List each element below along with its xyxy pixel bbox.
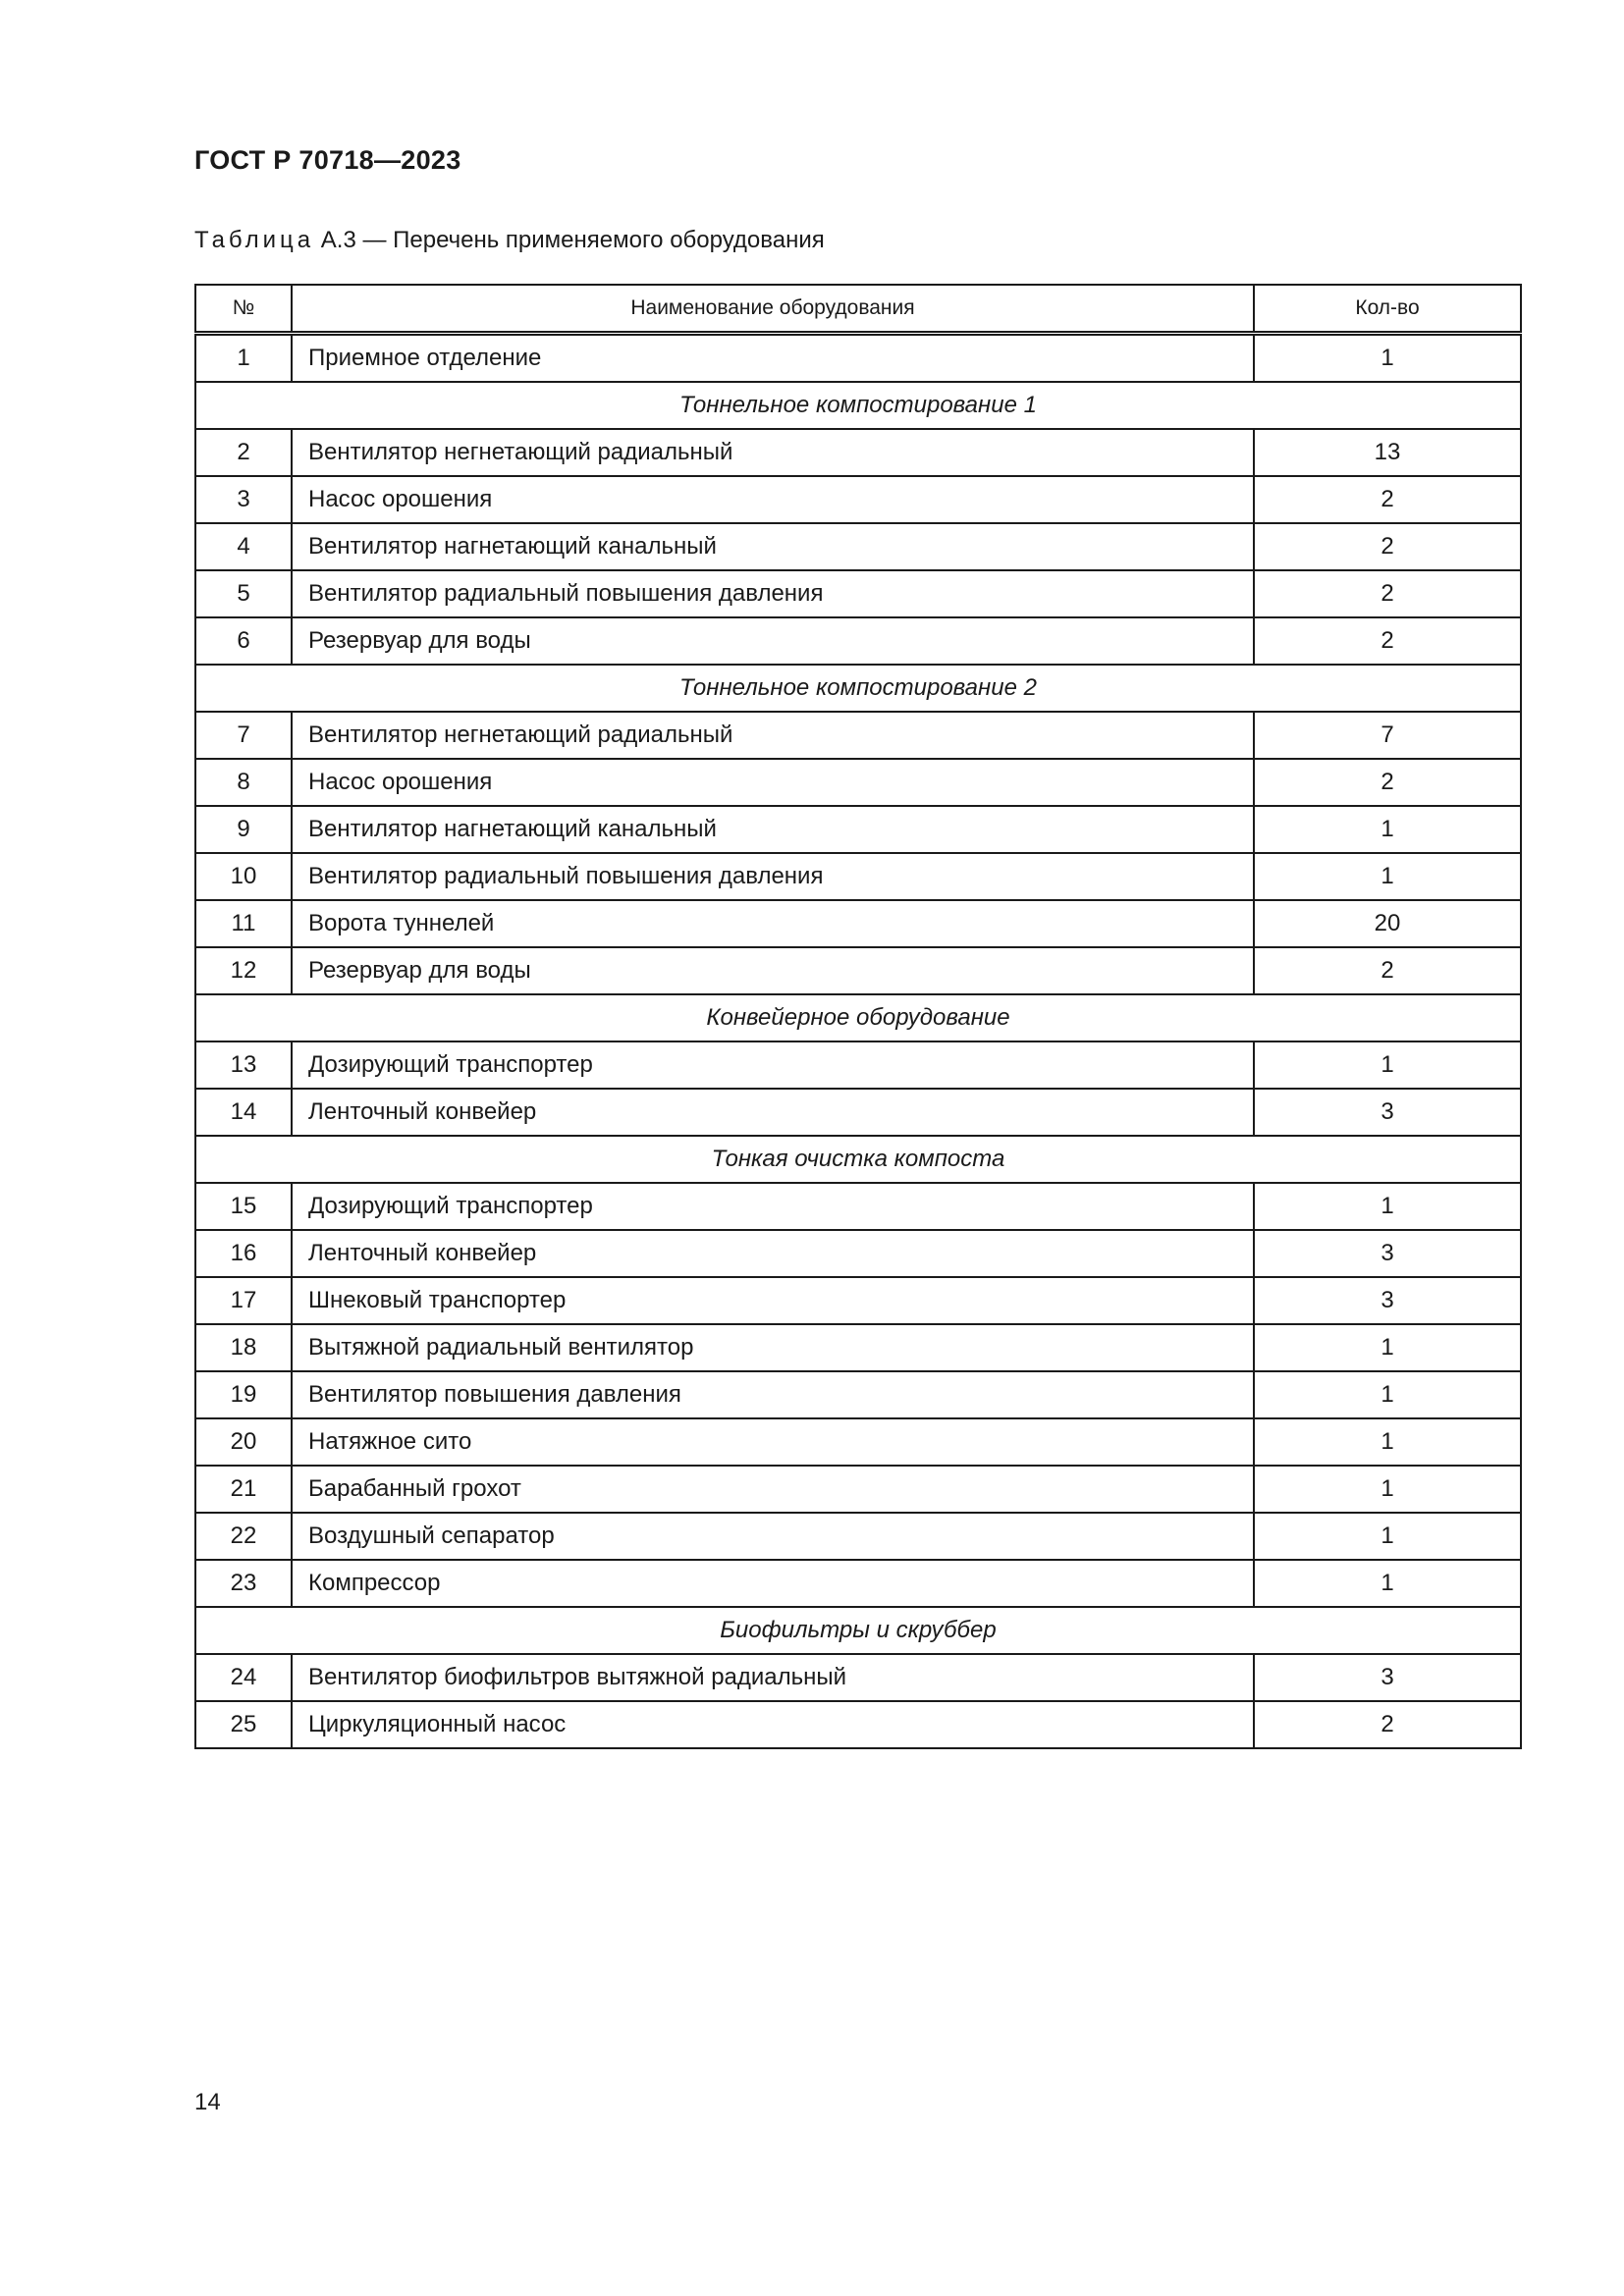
equipment-name-cell: Вентилятор радиальный повышения давления	[292, 570, 1254, 617]
quantity-cell: 3	[1254, 1230, 1521, 1277]
quantity-cell: 20	[1254, 900, 1521, 947]
equipment-name-cell: Вентилятор нагнетающий канальный	[292, 806, 1254, 853]
equipment-name-cell: Ленточный конвейер	[292, 1089, 1254, 1136]
equipment-name-cell: Вентилятор радиальный повышения давления	[292, 853, 1254, 900]
row-number-cell: 19	[195, 1371, 292, 1418]
equipment-name-cell: Вытяжной радиальный вентилятор	[292, 1324, 1254, 1371]
quantity-cell: 1	[1254, 806, 1521, 853]
quantity-cell: 2	[1254, 1701, 1521, 1748]
row-number-cell: 15	[195, 1183, 292, 1230]
table-section-row	[195, 665, 1521, 712]
table-row	[195, 1277, 1521, 1324]
quantity-cell: 2	[1254, 947, 1521, 994]
column-header-quantity: Кол-во	[1254, 285, 1521, 334]
equipment-name-cell: Насос орошения	[292, 476, 1254, 523]
quantity-cell: 7	[1254, 712, 1521, 759]
equipment-name-cell: Резервуар для воды	[292, 617, 1254, 665]
equipment-name-cell: Ворота туннелей	[292, 900, 1254, 947]
table-row	[195, 1089, 1521, 1136]
row-number-cell: 9	[195, 806, 292, 853]
table-row	[195, 334, 1521, 383]
document-code: ГОСТ Р 70718—2023	[194, 145, 461, 175]
quantity-cell: 2	[1254, 617, 1521, 665]
row-number-cell: 13	[195, 1041, 292, 1089]
quantity-cell: 1	[1254, 1513, 1521, 1560]
table-row	[195, 1560, 1521, 1607]
row-number-cell: 24	[195, 1654, 292, 1701]
table-section-row	[195, 1136, 1521, 1183]
equipment-name-cell: Дозирующий транспортер	[292, 1041, 1254, 1089]
equipment-name-cell: Вентилятор нагнетающий канальный	[292, 523, 1254, 570]
row-number-cell: 4	[195, 523, 292, 570]
table-row	[195, 1230, 1521, 1277]
equipment-name-cell: Резервуар для воды	[292, 947, 1254, 994]
table-row	[195, 712, 1521, 759]
equipment-name-cell: Компрессор	[292, 1560, 1254, 1607]
row-number-cell: 16	[195, 1230, 292, 1277]
row-number-cell: 23	[195, 1560, 292, 1607]
table-row	[195, 1418, 1521, 1466]
quantity-cell: 2	[1254, 570, 1521, 617]
quantity-cell: 3	[1254, 1089, 1521, 1136]
table-row	[195, 1466, 1521, 1513]
equipment-name-cell: Вентилятор негнетающий радиальный	[292, 712, 1254, 759]
table-row	[195, 476, 1521, 523]
section-title: Тоннельное компостирование 2	[195, 665, 1521, 712]
row-number-cell: 8	[195, 759, 292, 806]
row-number-cell: 2	[195, 429, 292, 476]
section-title: Конвейерное оборудование	[195, 994, 1521, 1041]
table-caption-title: А.3 — Перечень применяемого оборудования	[314, 227, 825, 253]
quantity-cell: 2	[1254, 759, 1521, 806]
section-title: Тоннельное компостирование 1	[195, 382, 1521, 429]
quantity-cell: 1	[1254, 1418, 1521, 1466]
table-row	[195, 900, 1521, 947]
row-number-cell: 14	[195, 1089, 292, 1136]
table-row	[195, 1701, 1521, 1748]
quantity-cell: 1	[1254, 1371, 1521, 1418]
table-header-row	[195, 285, 1521, 334]
row-number-cell: 12	[195, 947, 292, 994]
equipment-name-cell: Натяжное сито	[292, 1418, 1254, 1466]
table-body	[195, 334, 1521, 1749]
page-number: 14	[194, 2089, 221, 2115]
table-row	[195, 1183, 1521, 1230]
table-row	[195, 617, 1521, 665]
row-number-cell: 21	[195, 1466, 292, 1513]
table-caption-prefix: Таблица	[194, 227, 315, 253]
section-title: Биофильтры и скруббер	[195, 1607, 1521, 1654]
quantity-cell: 2	[1254, 523, 1521, 570]
quantity-cell: 1	[1254, 1041, 1521, 1089]
equipment-name-cell: Ленточный конвейер	[292, 1230, 1254, 1277]
equipment-name-cell: Барабанный грохот	[292, 1466, 1254, 1513]
equipment-name-cell: Вентилятор негнетающий радиальный	[292, 429, 1254, 476]
table-section-row	[195, 994, 1521, 1041]
quantity-cell: 3	[1254, 1277, 1521, 1324]
quantity-cell: 2	[1254, 476, 1521, 523]
row-number-cell: 1	[195, 334, 292, 383]
row-number-cell: 3	[195, 476, 292, 523]
row-number-cell: 18	[195, 1324, 292, 1371]
quantity-cell: 1	[1254, 1560, 1521, 1607]
quantity-cell: 1	[1254, 1324, 1521, 1371]
row-number-cell: 10	[195, 853, 292, 900]
row-number-cell: 25	[195, 1701, 292, 1748]
equipment-name-cell: Вентилятор биофильтров вытяжной радиальный	[292, 1654, 1254, 1701]
row-number-cell: 5	[195, 570, 292, 617]
table-row	[195, 853, 1521, 900]
row-number-cell: 17	[195, 1277, 292, 1324]
column-header-name: Наименование оборудования	[292, 285, 1254, 334]
column-header-number: №	[195, 285, 292, 334]
quantity-cell: 1	[1254, 1183, 1521, 1230]
table-row	[195, 1371, 1521, 1418]
table-row	[195, 429, 1521, 476]
equipment-name-cell: Дозирующий транспортер	[292, 1183, 1254, 1230]
table-section-row	[195, 1607, 1521, 1654]
equipment-name-cell: Приемное отделение	[292, 334, 1254, 383]
table-row	[195, 806, 1521, 853]
table-row	[195, 570, 1521, 617]
row-number-cell: 20	[195, 1418, 292, 1466]
table-row	[195, 1654, 1521, 1701]
equipment-name-cell: Циркуляционный насос	[292, 1701, 1254, 1748]
row-number-cell: 22	[195, 1513, 292, 1560]
quantity-cell: 1	[1254, 334, 1521, 383]
equipment-table	[194, 284, 1522, 1749]
quantity-cell: 3	[1254, 1654, 1521, 1701]
equipment-name-cell: Вентилятор повышения давления	[292, 1371, 1254, 1418]
table-row	[195, 947, 1521, 994]
section-title: Тонкая очистка компоста	[195, 1136, 1521, 1183]
equipment-name-cell: Шнековый транспортер	[292, 1277, 1254, 1324]
table-header	[195, 285, 1521, 334]
row-number-cell: 7	[195, 712, 292, 759]
table-row	[195, 759, 1521, 806]
quantity-cell: 1	[1254, 1466, 1521, 1513]
table-caption	[194, 227, 825, 254]
table-row	[195, 1041, 1521, 1089]
quantity-cell: 13	[1254, 429, 1521, 476]
row-number-cell: 11	[195, 900, 292, 947]
table-row	[195, 1513, 1521, 1560]
table-section-row	[195, 382, 1521, 429]
row-number-cell: 6	[195, 617, 292, 665]
table-row	[195, 1324, 1521, 1371]
quantity-cell: 1	[1254, 853, 1521, 900]
equipment-name-cell: Насос орошения	[292, 759, 1254, 806]
equipment-name-cell: Воздушный сепаратор	[292, 1513, 1254, 1560]
table-row	[195, 523, 1521, 570]
